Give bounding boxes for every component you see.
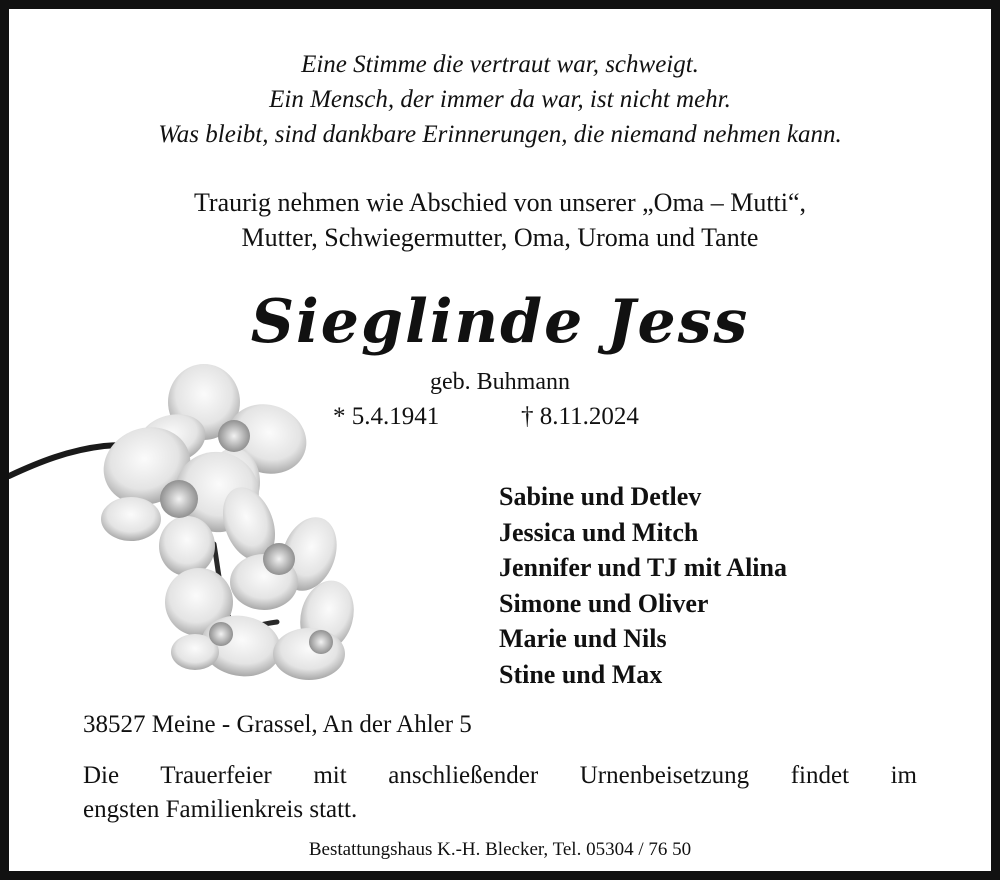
family-member: Jessica und Mitch: [499, 517, 699, 547]
address: 38527 Meine - Grassel, An der Ahler 5: [83, 711, 472, 738]
family-member: Jennifer und TJ mit Alina: [499, 553, 787, 582]
family-member: Marie und Nils: [499, 624, 667, 653]
poem-line-1: Eine Stimme die vertraut war, schweigt.: [301, 51, 699, 78]
deceased-name: Sieglinde Jess: [250, 287, 750, 357]
funeral-line-2: engsten Familienkreis statt.: [83, 796, 358, 823]
intro-line-2: Mutter, Schwiegermutter, Oma, Uroma und Tante: [241, 223, 759, 252]
poem-line-3: Was bleibt, sind dankbare Erinnerungen, die niemand nehmen kann.: [158, 121, 842, 148]
funeral-notice: [83, 759, 917, 827]
family-list: [499, 479, 787, 692]
death-date: † 8.11.2024: [521, 403, 639, 430]
intro-line-1: Traurig nehmen wie Abschied von unserer „Oma – Mutti“,: [193, 188, 807, 217]
family-member: Stine und Max: [499, 659, 663, 689]
family-member: Sabine und Detlev: [499, 482, 702, 511]
family-member: Simone und Oliver: [499, 588, 709, 618]
poem-line-2: Ein Mensch, der immer da war, ist nicht mehr.: [269, 86, 731, 113]
undertaker-contact: Bestattungshaus K.-H. Blecker, Tel. 05304 / 76 50: [308, 839, 692, 860]
maiden-name: geb. Buhmann: [430, 369, 570, 395]
birth-date: * 5.4.1941: [333, 403, 440, 430]
funeral-line-1: Die Trauerfeier mit anschließender Urnenbeisetzung findet im: [83, 762, 917, 789]
orchid-illustration: [9, 354, 359, 689]
